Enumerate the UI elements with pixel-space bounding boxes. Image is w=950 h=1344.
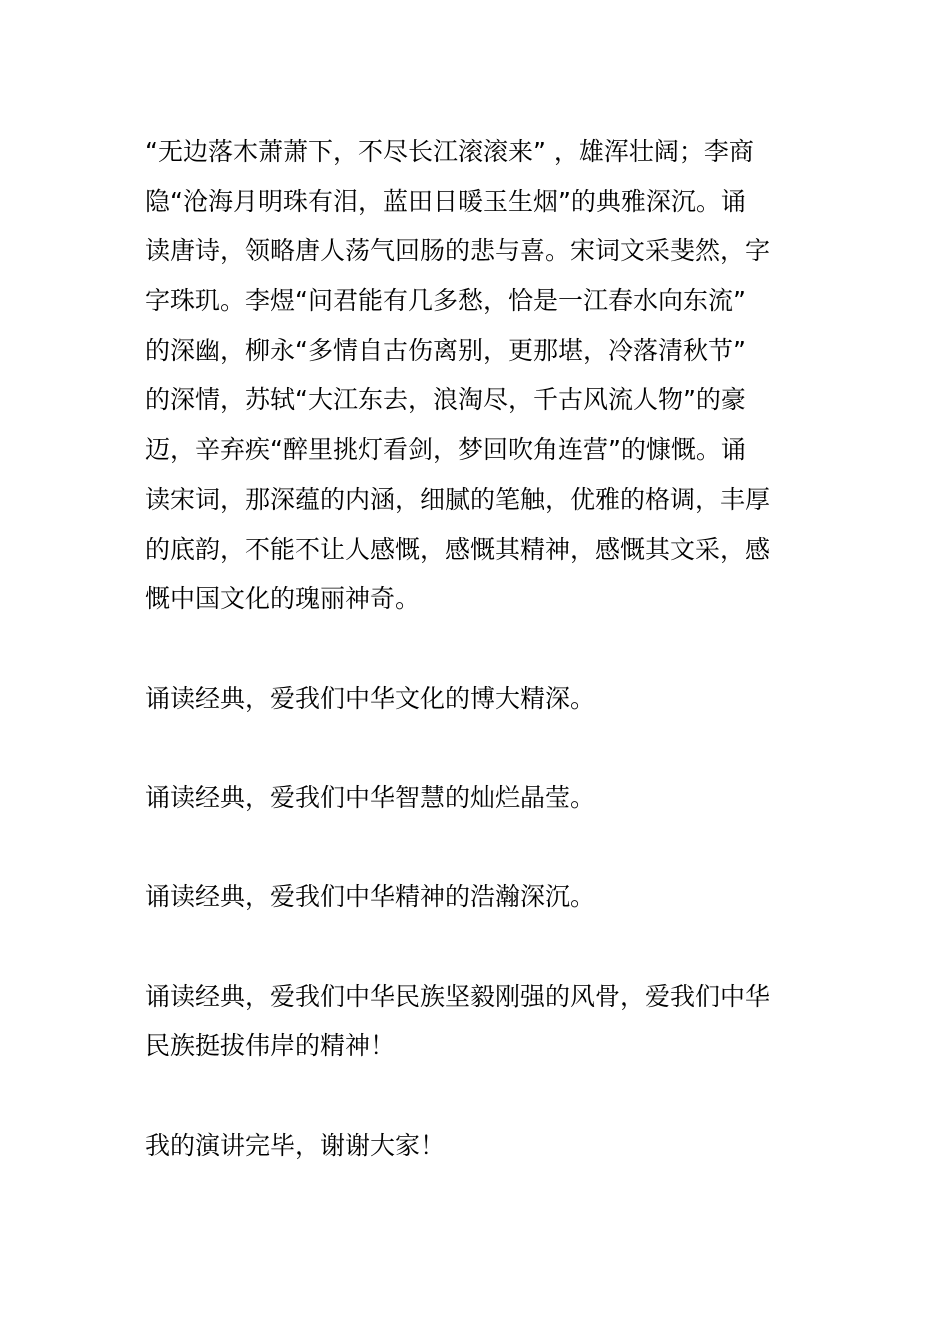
paragraph-spacer xyxy=(145,1071,809,1121)
text-line: 字珠玑。李煜“问君能有几多愁，恰是一江春水向东流” xyxy=(145,286,746,316)
paragraph-nation xyxy=(145,972,809,1071)
text-line: “无边落木萧萧下，不尽长江滚滚来” ，雄浑壮阔；李商 xyxy=(145,137,754,166)
text-line: 读宋词，那深蕴的内涵，细腻的笔触，优雅的格调，丰厚 xyxy=(145,484,771,514)
text-line: 我的演讲完毕，谢谢大家！ xyxy=(145,1130,446,1160)
paragraph-closing xyxy=(145,1121,809,1171)
paragraph-spacer xyxy=(145,624,809,674)
text-line: 诵读经典，爱我们中华文化的博大精深。 xyxy=(145,683,596,713)
text-line: 慨中国文化的瑰丽神奇。 xyxy=(145,584,421,614)
paragraph-spacer xyxy=(145,723,809,773)
text-line: 迈，辛弃疾“醉里挑灯看剑，梦回吹角连营”的慷慨。诵 xyxy=(145,435,746,465)
text-line: 诵读经典，爱我们中华精神的浩瀚深沉。 xyxy=(145,882,596,912)
text-line: 诵读经典，爱我们中华智慧的灿烂晶莹。 xyxy=(145,782,596,812)
text-line: 的深幽，柳永“多情自古伤离别，更那堪，冷落清秋节” xyxy=(145,335,746,365)
paragraph-culture xyxy=(145,674,809,724)
text-line: 读唐诗，领略唐人荡气回肠的悲与喜。宋词文采斐然，字 xyxy=(145,236,771,266)
document-body xyxy=(145,127,809,1170)
paragraph-spirit xyxy=(145,872,809,922)
text-line: 的底韵，不能不让人感慨，感慨其精神，感慨其文采，感 xyxy=(145,534,771,564)
paragraph-wisdom xyxy=(145,773,809,823)
text-line: 诵读经典，爱我们中华民族坚毅刚强的风骨，爱我们中华 xyxy=(145,981,771,1011)
paragraph-spacer xyxy=(145,922,809,972)
text-line: 的深情，苏轼“大江东去，浪淘尽，千古风流人物”的豪 xyxy=(145,385,746,415)
text-line: 民族挺拔伟岸的精神！ xyxy=(145,1031,396,1061)
paragraph-spacer xyxy=(145,823,809,873)
paragraph-poetry xyxy=(145,127,809,624)
text-line: 隐“沧海月明珠有泪，蓝田日暖玉生烟”的典雅深沉。诵 xyxy=(145,186,746,216)
